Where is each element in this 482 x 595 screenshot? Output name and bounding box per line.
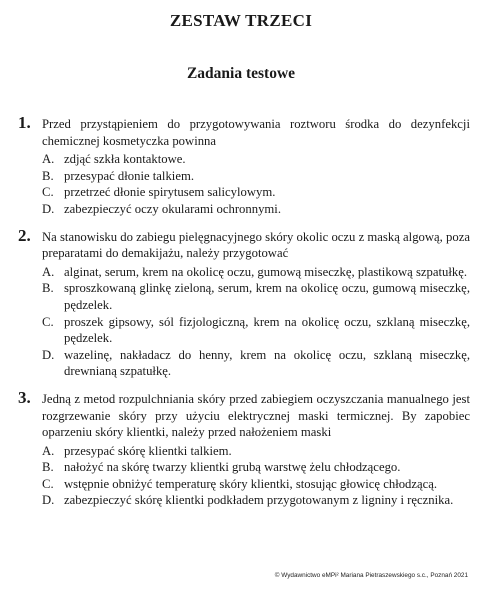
question-number: 2.: [18, 225, 31, 245]
option-text: przesypać skórę klientki talkiem.: [64, 443, 232, 458]
option-text: przesypać dłonie talkiem.: [64, 168, 194, 183]
option-b[interactable]: [42, 168, 470, 185]
publisher-footer: © Wydawnictwo eMPi² Mariana Pietraszewskiego s.c., Poznań 2021: [274, 572, 468, 579]
option-text: zabezpieczyć skórę klientki podkładem przygotowanym z ligniny i ręcznika.: [64, 493, 454, 508]
option-letter: D.: [42, 347, 55, 362]
question-2: [18, 225, 470, 380]
option-c[interactable]: [42, 184, 470, 201]
option-c[interactable]: [42, 476, 470, 493]
question-text: Przed przystąpieniem do przygotowywania roztworu środka do dezynfekcji chemicznej kosmetyczka powinna: [42, 117, 470, 148]
option-letter: B.: [42, 460, 54, 475]
answer-options: [42, 264, 470, 380]
option-letter: A.: [42, 264, 55, 279]
option-a[interactable]: [42, 443, 470, 460]
option-letter: A.: [42, 152, 55, 167]
answer-options: [42, 443, 470, 509]
question-number: 3.: [18, 387, 31, 407]
option-text: nałożyć na skórę twarzy klientki grubą warstwę żelu chłodzącego.: [64, 460, 401, 475]
option-letter: B.: [42, 168, 54, 183]
section-title: Zadania testowe: [186, 65, 296, 82]
option-text: sproszkowaną glinkę zieloną, serum, krem na okolicę oczu, gumową miseczkę, pędzelek.: [64, 281, 470, 312]
option-letter: C.: [42, 314, 54, 329]
option-text: wstępnie obniżyć temperaturę skóry klientki, stosując głowicę chłodzącą.: [64, 476, 438, 491]
option-text: alginat, serum, krem na okolicę oczu, gumową miseczkę, plastikową szpatułkę.: [64, 264, 468, 279]
option-letter: D.: [42, 201, 55, 216]
option-letter: B.: [42, 281, 54, 296]
option-letter: C.: [42, 476, 54, 491]
option-text: zdjąć szkła kontaktowe.: [64, 152, 186, 167]
option-text: zabezpieczyć oczy okularami ochronnymi.: [64, 201, 281, 216]
option-d[interactable]: [42, 492, 470, 509]
option-letter: A.: [42, 443, 55, 458]
option-b[interactable]: [42, 280, 470, 313]
answer-options: [42, 151, 470, 217]
option-b[interactable]: [42, 459, 470, 476]
question-list: [18, 113, 470, 520]
option-letter: C.: [42, 185, 54, 200]
option-d[interactable]: [42, 347, 470, 380]
question-3: [18, 387, 470, 509]
option-c[interactable]: [42, 314, 470, 347]
question-number: 1.: [18, 113, 31, 132]
option-text: przetrzeć dłonie spirytusem salicylowym.: [64, 185, 276, 200]
option-letter: D.: [42, 493, 55, 508]
question-1: [18, 113, 470, 218]
option-text: proszek gipsowy, sól fizjologiczną, krem na okolicę oczu, szklaną miseczkę, pędzelek.: [64, 314, 470, 346]
question-text: Jedną z metod rozpulchniania skóry przed zabiegiem oczyszczania manualnego jest rozgrzewanie skóry przy użyciu elektrycznej maski termicznej. By zapobiec oparzeniu skóry klientki, należy przed nałożeniem maski: [42, 391, 470, 440]
option-a[interactable]: [42, 151, 470, 168]
question-text: Na stanowisku do zabiegu pielęgnacyjnego skóry okolic oczu z maską algową, poza preparatami do demakijażu, należy przygotować: [42, 229, 470, 261]
option-d[interactable]: [42, 201, 470, 218]
option-a[interactable]: [42, 264, 470, 281]
set-title: ZESTAW TRZECI: [169, 11, 313, 30]
option-text: wazelinę, nakładacz do henny, krem na okolicę oczu, szklaną miseczkę, drewnianą szpatułkę.: [64, 347, 470, 379]
